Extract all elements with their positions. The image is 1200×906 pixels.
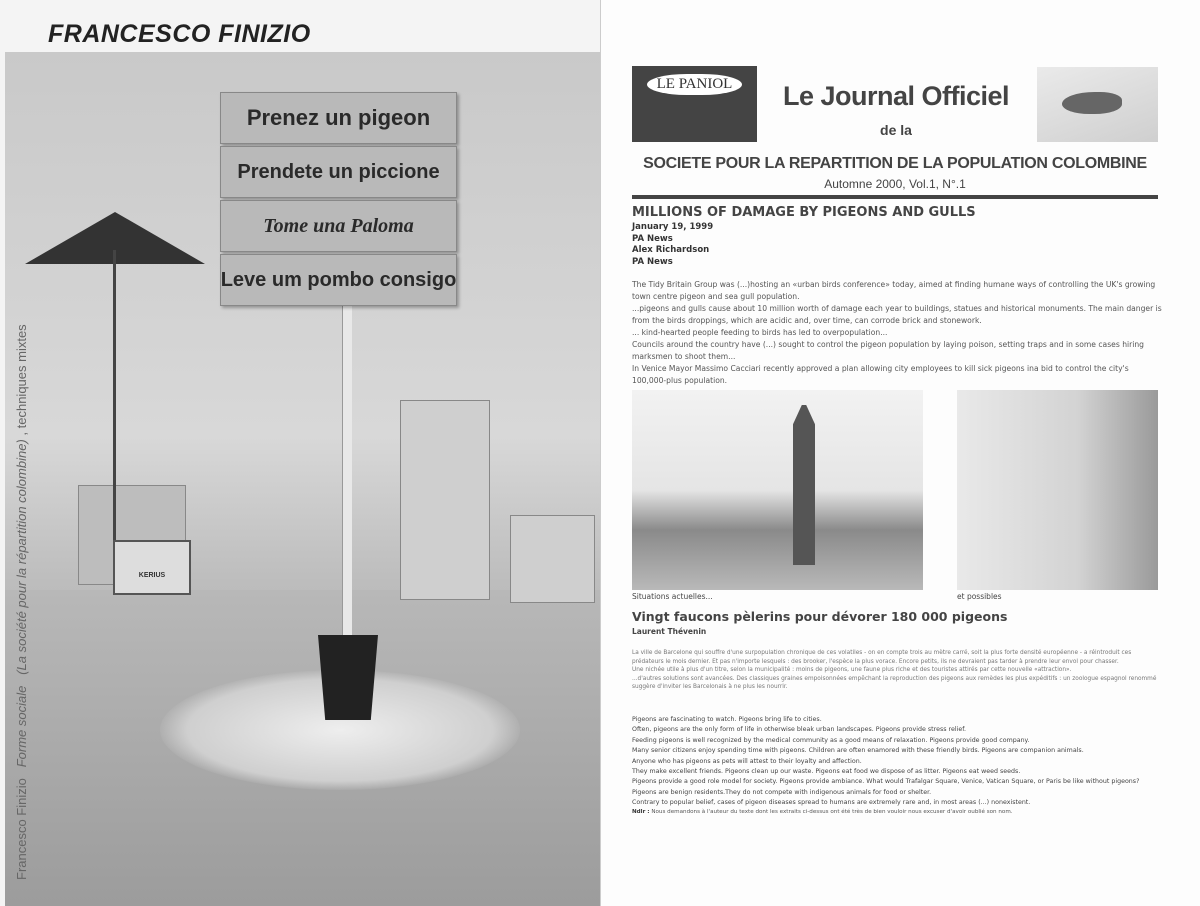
fact-line: Contrary to popular belief, cases of pigeon diseases spread to humans are extremely rare and, in most areas (...) nonexistent.: [632, 799, 1031, 807]
article2-body: [632, 649, 1162, 692]
pigeon-facts: [632, 715, 1177, 809]
paragraph: In Venice Mayor Massimo Cacciari recently approved a plan allowing city employees to kill sick pigeons ina bid to control the city's 100,000-plus population.: [632, 364, 1129, 385]
fact-line: They make excellent friends. Pigeons clean up our waste. Pigeons eat food we dispose of as litter. Pigeons eat weed seeds.: [632, 768, 1021, 776]
article2-headline: Vingt faucons pèlerins pour dévorer 180 000 pigeons: [632, 609, 1008, 624]
ndlr-text: Nous demandons à l'auteur du texte dont les extraits ci-dessus ont été très de bien vouloir nous excuser d'avoir oublié son nom.: [649, 809, 1013, 815]
logo-text: LE PANIOL: [647, 74, 743, 95]
paragraph: The Tidy Britain Group was (...)hosting an «urban birds conference» today, aimed at finding humane ways of controlling the UK's growing town centre pigeon and sea gull population.: [632, 280, 1156, 301]
caption-medium: , techniques mixtes: [14, 324, 29, 436]
byline-source: PA News: [632, 233, 673, 244]
society-name: SOCIETE POUR LA REPARTITION DE LA POPULATION COLOMBINE: [643, 155, 1147, 172]
sign-portuguese: Leve um pombo consigo: [220, 254, 457, 306]
paragraph: Councils around the country have (...) sought to control the pigeon population by laying poison, setting traps and in some cases hiring marksmen to shoot them...: [632, 340, 1144, 361]
article1-byline: [632, 222, 713, 268]
sign-spanish: Tome una Paloma: [220, 200, 457, 252]
artist-name: FRANCESCO FINIZIO: [48, 20, 311, 48]
campanile-tower: [793, 405, 815, 565]
open-box: [510, 515, 595, 603]
article1-headline: MILLIONS OF DAMAGE BY PIGEONS AND GULLS: [632, 205, 976, 220]
byline-author: Alex Richardson: [632, 245, 710, 255]
paragraph: ...pigeons and gulls cause about 10 million worth of damage each year to buildings, statues and historical monuments. The main danger is from the birds droppings, which are acidic and, over time, can corrode brick and stonework.: [632, 304, 1162, 325]
article2-author: Laurent Thévenin: [632, 627, 707, 636]
paragraph: La ville de Barcelone qui souffre d'une surpopulation chronique de ces volatiles - on en compte trois au mètre carré, soit la plus forte densité européenne - a réintroduit ces prédateurs le mois dernier. Et pas n'importe lesquels : des brooker, l'espèce la plus vorace. Encore petits, ils ne devraient pas tarder à prendre leur envol pour chasser.: [632, 650, 1132, 665]
venice-pigeons-photo: [632, 390, 923, 590]
umbrella-stick: [113, 250, 116, 590]
shopping-cart: [113, 540, 191, 595]
editor-note: [632, 808, 1013, 816]
fact-line: Anyone who has pigeons as pets will attest to their loyalty and affection.: [632, 757, 862, 765]
header-rule: [632, 195, 1158, 199]
paragraph: ... kind-hearted people feeding to birds has led to overpopulation...: [632, 328, 888, 337]
sign-italian: Prendete un piccione: [220, 146, 457, 198]
sign-pole: [342, 300, 352, 645]
caption-subtitle: (La société pour la répartition colombine): [14, 439, 29, 675]
caption-artist: Francesco Finizio: [14, 778, 29, 880]
journal-title: Le Journal Officiel: [782, 81, 1010, 111]
article1-body: [632, 279, 1162, 387]
fact-line: Feeding pigeons is well recognized by the medical community as a good means of relaxation. Pigeons provide good company.: [632, 736, 1030, 744]
fact-line: Pigeons are benign residents.They do not compete with indigenous animals for food or shelter.: [632, 788, 932, 796]
artwork-caption: [14, 324, 29, 880]
le-paniol-logo: [632, 66, 757, 142]
paragraph: Une nichée utile à plus d'un titre, selon la municipalité : moins de pigeons, une faune plus riche et des touristes attirés par cette nouvelle «attraction».: [632, 667, 1072, 674]
byline-date: January 19, 1999: [632, 222, 714, 232]
cart-label: KERIUS: [138, 572, 166, 579]
fact-line: Pigeons provide a good role model for society. Pigeons provide ambiance. What would Trafalgar Square, Venice, Vatican Square, or Paris be like without pigeons?: [632, 778, 1140, 786]
stacked-boxes: [400, 400, 490, 600]
issue-info: Automne 2000, Vol.1, N°.1: [824, 177, 966, 191]
fact-line: Pigeons are fascinating to watch. Pigeons bring life to cities.: [632, 716, 822, 723]
caption-right: et possibles: [957, 592, 1002, 601]
child-with-pigeon-photo: [957, 390, 1158, 590]
fact-line: Many senior citizens enjoy spending time with pigeons. Children are often enamored with these friendly birds. Pigeons are companion animals.: [632, 747, 1084, 755]
bucket: [318, 635, 378, 720]
caption-title: Forme sociale: [14, 685, 29, 768]
paragraph: ...d'autres solutions sont avancées. Des classiques graines empoisonnées empêchant la reproduction des pigeons aux remèdes les plus expéditifs : un zoologue espagnol renommé suggère d'inviter les Barcelonais à ne plus les nourrir.: [632, 675, 1157, 691]
byline-source: PA News: [632, 256, 673, 267]
caption-left: Situations actuelles...: [632, 592, 713, 601]
journal-subtitle: de la: [880, 122, 912, 138]
sign-french: Prenez un pigeon: [220, 92, 457, 144]
pigeon-icon: [1062, 92, 1122, 114]
fact-line: Often, pigeons are the only form of life in otherwise bleak urban landscapes. Pigeons provide stress relief.: [632, 726, 966, 734]
ndlr-label: Ndlr :: [632, 809, 650, 815]
